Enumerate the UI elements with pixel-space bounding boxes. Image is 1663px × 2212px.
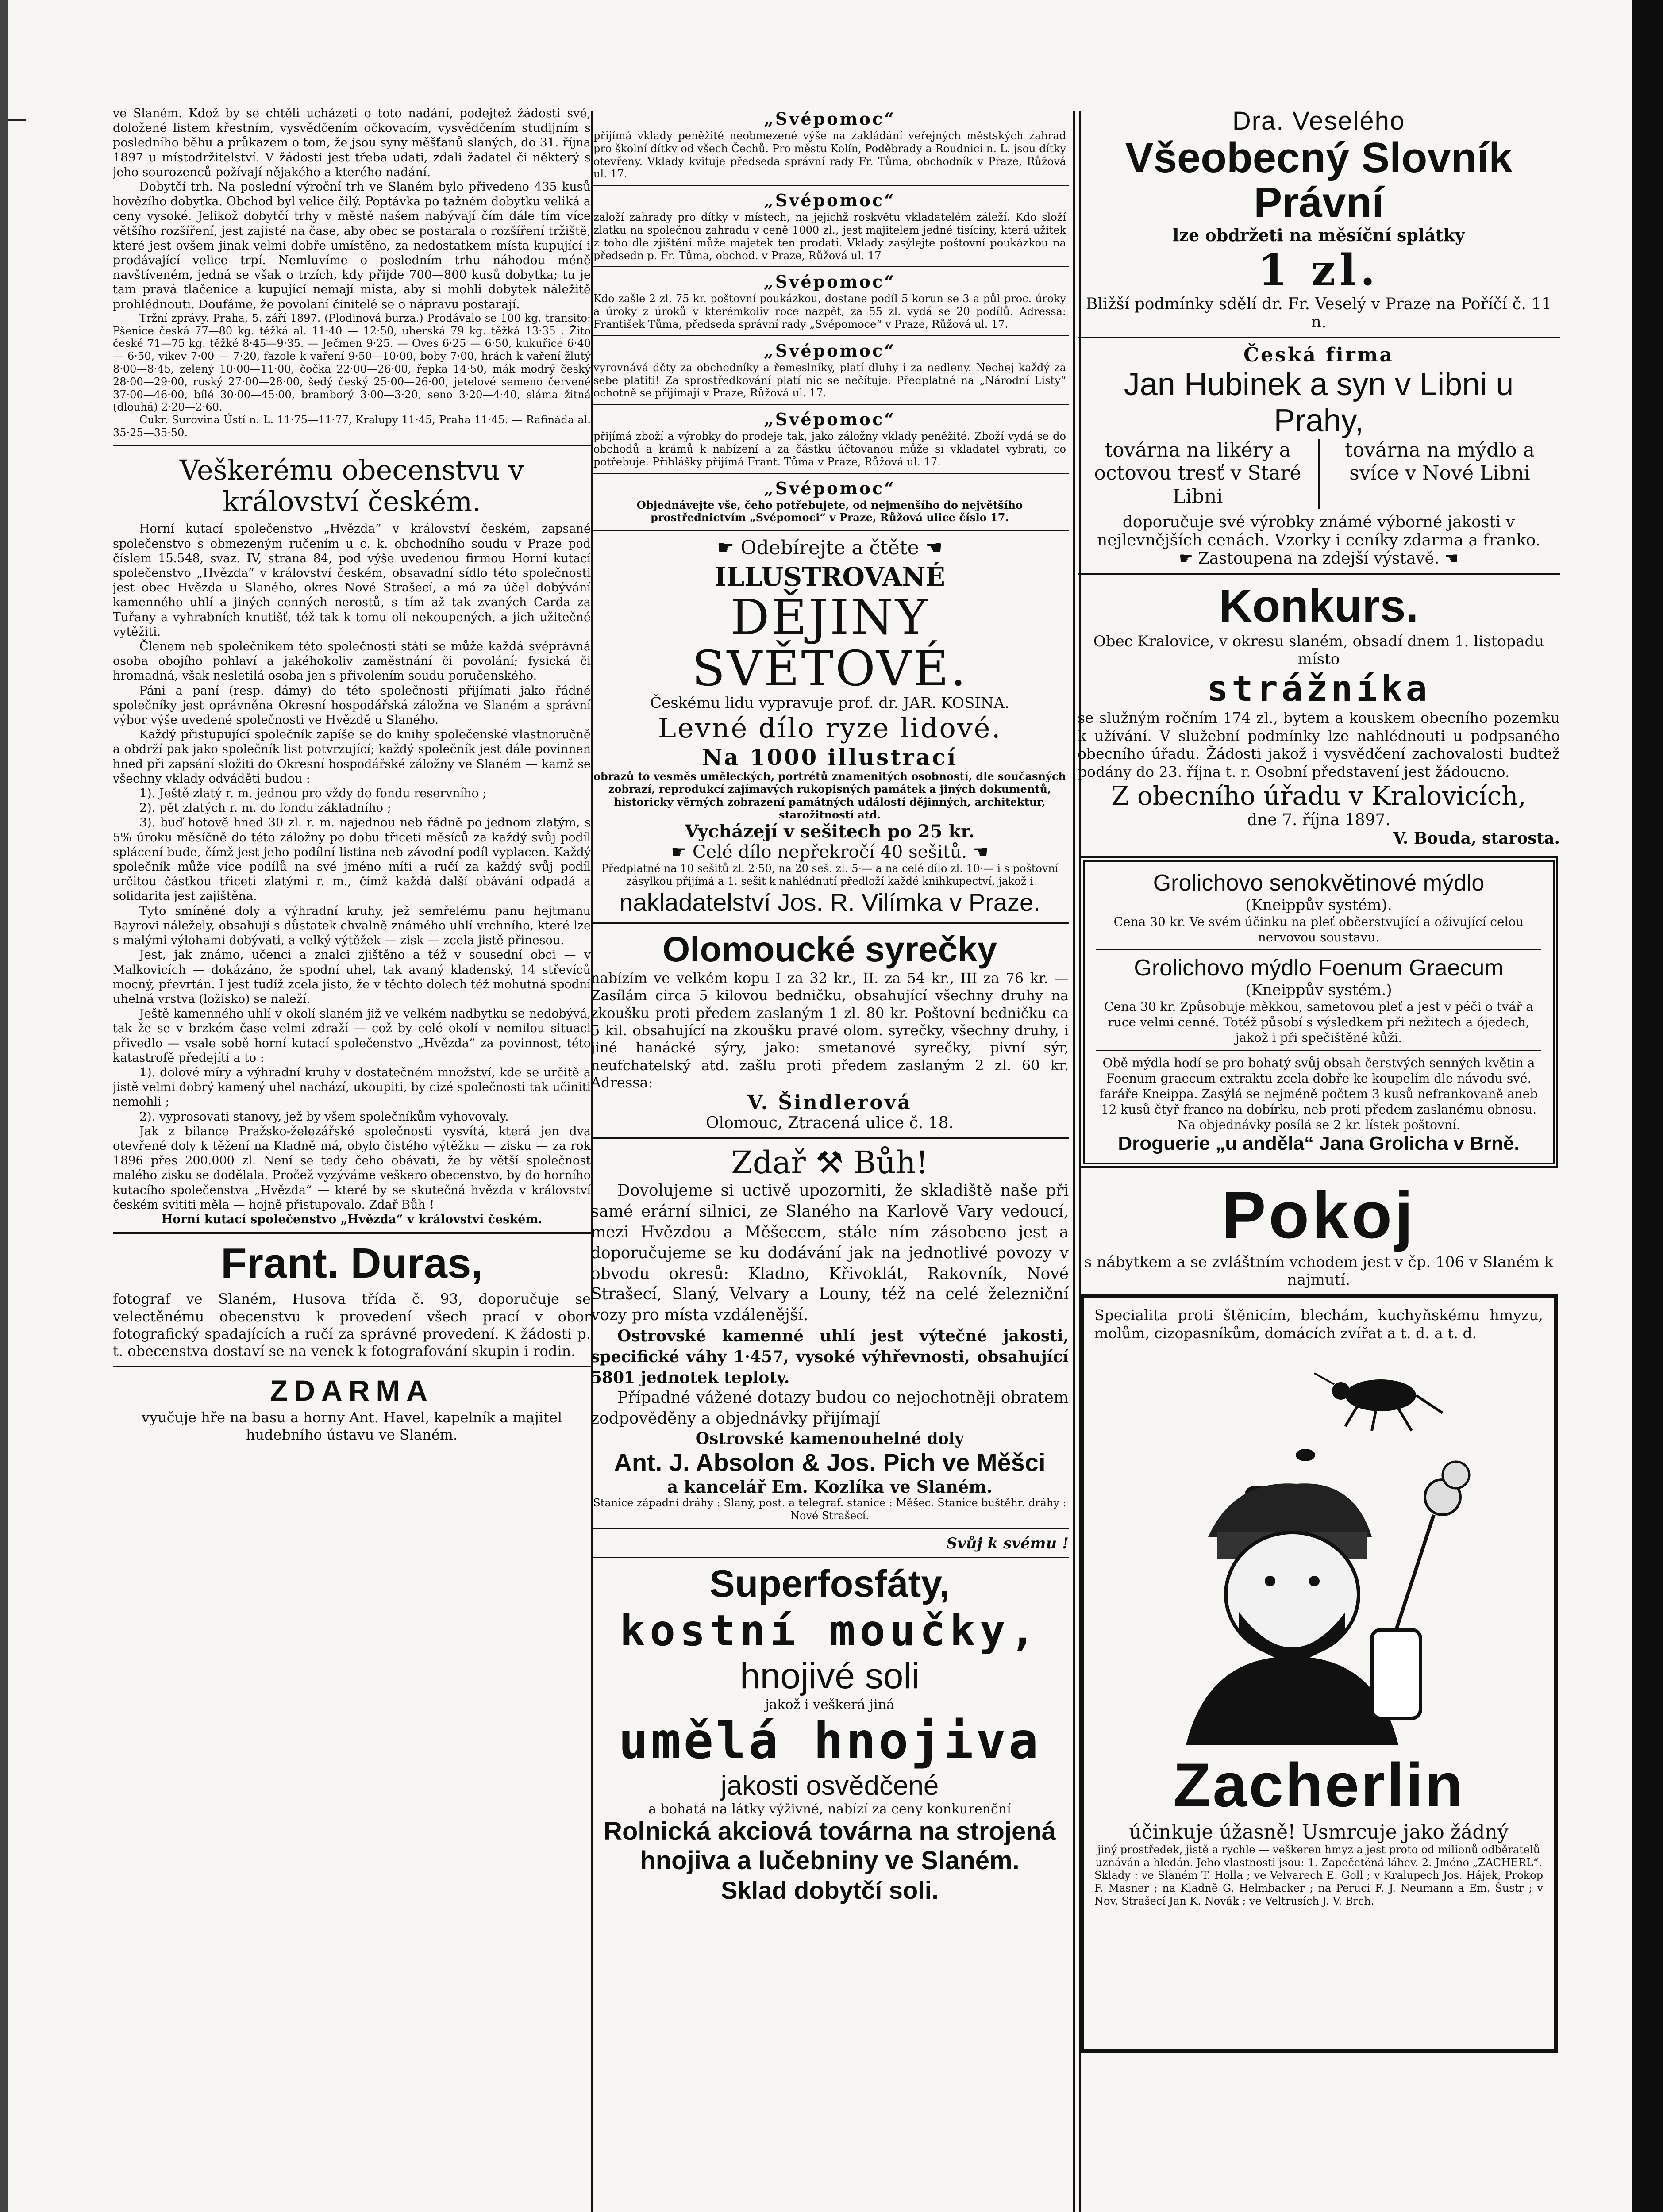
divider (591, 266, 1069, 267)
beetle-icon (1314, 1373, 1443, 1431)
svepomoc-text: vyrovnává dčty za obchodníky a řemeslníky, platí dluhy i za nedleny. Nechej každý za sebe platiti! Za sprostředkování platí nic se nečítuje. Předplatné na „Národní Listy“ ochotně se přijímají v Praze, Růžová ul. 17. (593, 361, 1066, 399)
pointing-hand-icon: ☛ (671, 842, 693, 863)
svepomoc-title: „Svépomoc“ (763, 272, 896, 292)
svepomoc-block-3 (593, 272, 1066, 330)
dejiny-cele (591, 842, 1069, 862)
svepomoc-text: Objednávejte vše, čeho potřebujete, od nejmenšího do největšího prostřednictvím „Svépomoci“ v Praze, Růžová ulice číslo 17. (636, 498, 1023, 524)
slovnik-title: Všeobecný Slovník Právní (1125, 134, 1513, 226)
svepomoc-block-5 (593, 409, 1066, 468)
announcement-body-8: Jak z bilance Pražsko-železářské společnosti vysvítá, která jen dva otevřené doly k těžení na Kladně má, obylo čistého výtěžku — zisku — za rok 1896 přes 200.000 zl. Není se tedy čeho obávati, že by větší společnost malého zisku se dodělala. Pročež vyzýváme veškero obecenstvo, by do horního kutacího společenstva „Hvězda“ — které by se skutečná hvězda v království českém svititi měla — hojně přistupovalo. Zdař Bůh ! (113, 1124, 591, 1212)
divider (1078, 573, 1560, 575)
grolich-droguerie: Droguerie „u anděla“ Jana Grolicha v Brně. (1118, 1133, 1520, 1155)
svepomoc-title: „Svépomoc“ (763, 478, 896, 498)
divider (113, 1366, 591, 1367)
dejiny-cele-text: Celé dílo nepřekročí 40 sešitů. (692, 842, 967, 863)
zacherlin-heading: Zacherlin (1173, 1750, 1465, 1820)
announcement-item-2: 2). pět zlatých r. m. do fondu základního ; (139, 801, 391, 815)
svepomoc-title: „Svépomoc“ (763, 109, 896, 129)
svepomoc-text: přijímá vklady peněžité neobmezené výše na zakládání veřejných městských zahrad pro školní dítky od všech Čechů. Pro městu Kolín, Poděbrady a Roudnici n. L. jsou dítky otevřeny. Vklady kvituje předseda správní rady Fr. Tůma, obchodník v Praze, Růžová ul. 17. (593, 130, 1066, 180)
konkurs-signature: V. Bouda, starosta. (1393, 829, 1560, 848)
hubinek-factories (1078, 439, 1560, 509)
slovnik-price: 1 zl. (1258, 245, 1380, 295)
dejiny-intro (591, 537, 1069, 559)
dejiny-author: Českému lidu vypravuje prof. dr. JAR. KOSINA. (650, 694, 1009, 712)
ostrovske-text: Ostrovské kamenné uhlí jest výtečné jakosti, specifické váhy 1·457, vysoké výhřevnosti, obsahující 5801 jednotek teploty. (591, 1327, 1069, 1387)
dejiny-vychazeji: Vycházejí v sešitech po 25 kr. (685, 821, 975, 842)
announcement-body-2: Členem neb společníkem této společnosti státi se může každá svéprávná osoba obojího pohlaví a jakéhokoliv zaměstnání či povolání; fysická či hromadná, však nesletilá osoba jen s přivolením soudu poručenského. (113, 640, 591, 683)
dejiny-publisher: nakladatelství Jos. R. Vilímka v Praze. (619, 888, 1040, 916)
dejiny-illustrovane: ILLUSTROVANÉ (714, 562, 945, 592)
konkurs-body: se služným ročním 174 zl., bytem a kouskem obecního pozemku k užívání. V služební podmínky lze nahlédnouti u podpsaného obecního úřadu. Žádosti jakož i vysvědčení zachovalosti budtež podány do 23. října t. r. Osobní představení jest žádoucno. (1078, 709, 1560, 780)
scholarship-notice: ve Slaném. Kdož by se chtěli ucházeti o toto nadání, podejtež žádosti své, doložené listem křestním, vysvědčením očkovacím, vysvědčením studijním s posledního běhu a průkazem o tom, že jsou syny měšťanů slaných, do 31. října 1897 u místodržitelství. V žádosti jest třeba udati, zdali žadatel či některý s jeho sourozenců požívají nějakého a kterého nadání. (113, 107, 591, 179)
ceska-firma: Česká firma (1243, 343, 1394, 366)
announcement-body-1: Horní kutací společenstvo „Hvězda“ v království českém, zapsané společenstvo s obmezeným ručením u c. k. obchodního soudu v Praze pod číslem 15.548, svaz. IV, strana 84, pod výše uvedenou firmou Horní kutací společenstvo „Hvězda“ v království českém, obsavadní sídlo této společnosti jest obec Hvězda u Slaného, okres Nové Strašecí, a má za účel dobývání kamenného uhlí a jiných cenných nerostů, s tím až tak zvaných Carda za Tuřany a vyhrabních knutišť, též tak k tomu oli nekoupených, a jich užitečné vytěžiti. (113, 522, 591, 639)
pokoj-text: s nábytkem a se zvláštním vchodem jest v čp. 106 v Slaném k najmutí. (1084, 1253, 1553, 1289)
zacherlin-illustration (1151, 1347, 1487, 1745)
slovnik-installments: lze obdržeti na měsíční splátky (1172, 225, 1465, 245)
scan-border-right (1632, 0, 1663, 2212)
slovnik-details: Bližší podmínky sdělí dr. Fr. Veselý v Praze na Poříčí č. 11 n. (1086, 295, 1552, 331)
zdarma-heading: ZDARMA (270, 1374, 434, 1407)
konkurs-office: Z obecního úřadu v Kralovicích, (1111, 781, 1526, 811)
hubinek-vystava-text: Zastoupena na zdejší výstavě. (1198, 549, 1440, 568)
sugar-report: Cukr. Surovina Ústí n. L. 11·75—11·77, Kralupy 11·45, Praha 11·45. — Rafináda al. 35·25—35·50. (113, 414, 591, 439)
grolich-product-2: Grolichovo mýdlo Foenum Graecum (1134, 955, 1504, 981)
divider (591, 1528, 1069, 1529)
olomoucke-text: nabízím ve velkém kopu I za 32 kr., II. za 54 kr., III za 76 kr. — Zasílám circa 5 kilovou bedničku, obsahující všechny druhy na zkoušku proti předem zaslaným 1 zl. 80 kr. Poštovní bedničku ca 5 kil. obsahující na zkoušku pravé olom. syrečky, všechny druhy, i jiné hanácké sýry, jako: smetanové syrečky, pivní sýr, neufchatelský atd. zašlu proti předem zaslaným 2 zl. 60 kr. Adressa: (591, 969, 1069, 1091)
stanice: Stanice západní dráhy : Slaný, post. a telegraf. stanice : Měšec. Stanice buštěhr. dráhy : Nové Strašecí. (593, 1497, 1066, 1522)
announcement-body-6: Jest, jak známo, učenci a znalci zjištěno a též v sousední obci — v Malkovicích — dokázáno, že spodní uhel, tak avaný kladenský, 14 střevíců mocný, převrtán. I jest tudíž zcela jisto, že v těchto dolech též mohutná spodní uhelná vrstva (ložisko) se naleží. (113, 948, 591, 1006)
umela-hnojiva: umělá hnojiva (618, 1712, 1041, 1770)
zdarma-text: vyučuje hře na basu a horny Ant. Havel, kapelník a majitel hudebního ústavu ve Slaném. (141, 1409, 562, 1443)
grolich-product-1: Grolichovo senokvětinové mýdlo (1153, 870, 1485, 896)
divider (591, 1137, 1069, 1139)
svepomoc-block-4 (593, 341, 1066, 399)
divider (1096, 1050, 1541, 1051)
zacherlin-text: jiný prostředek, jistě a rychle — veškeren hmyz a jest proto od milionů odběratelů uznáván a hledán. Jeho vlastnosti jsou: 1. Zapečetěná láhev. 2. Jméno „ZACHERL“. (1095, 1843, 1542, 1869)
dejiny-intro-text: Odebírejte a čtěte (740, 537, 919, 560)
announcement-item-1: 1). Ještě zlatý r. m. jednou pro vždy do fondu reservního ; (139, 787, 487, 801)
svuj-k-svemu: Svůj k svému ! (946, 1534, 1069, 1552)
straznik-heading: strážníka (1207, 668, 1431, 709)
divider (591, 404, 1069, 405)
konkurs-heading: Konkurs. (1219, 580, 1419, 632)
divider (1078, 337, 1560, 338)
svepomoc-block-1 (593, 109, 1066, 180)
kostni-moucky: kostní moučky, (620, 1605, 1040, 1655)
pointing-hand-icon: ☛ (716, 537, 741, 560)
dejiny-obrazu: obrazů to vesměs uměleckých, portrétů znamenitých osobností, dle současných zobrazí, reprodukcí zajímavých rukopisných památek a jiných dokumentů, historicky věrných zobrazení památných událostí dějinných, architektur, starožitností atd. (593, 770, 1066, 821)
announcement-body-3: Páni a paní (resp. dámy) do této společnosti přijímati jako řádné společníky jest oprávněna Okresní hospodářská záložna ve Slaném a správní výbor výše uvedené společnosti ve Hvězdě u Slaného. (113, 684, 591, 727)
hubinek-doporucuje: doporučuje své výrobky známé výborné jakosti v nejlevnějších cenách. Vzorky i ceníky zdarma a franko. (1097, 513, 1540, 549)
announcement-item-5: 2). vyprosovati stanovy, jež by všem společníkům vyhovovaly. (139, 1110, 509, 1124)
grolich-product-1-sub: (Kneippův systém). (1245, 896, 1392, 914)
divider (591, 1557, 1069, 1558)
rolnicka-tovarna: Rolnická akciová továrna na strojená hnojiva a lučebniny ve Slaném. (604, 1816, 1056, 1875)
svepomoc-block-2 (593, 190, 1066, 262)
announcement-body-7: Ještě kamenného uhlí v okolí slaném již ve velkém nadbytku se nedobývá, tak že se v brzkém čase velmi zdraží — což by celé okolí v nemilou situaci přivedlo — vsale sobě horní kutací společenstvo „Hvězda“ za povinnost, této katastrofě předejíti a to : (113, 1007, 591, 1065)
svepomoc-title: „Svépomoc“ (763, 409, 896, 430)
zacherlin-specialita: Specialita proti štěnicím, blechám, kuchyňskému hmyzu, molům, cizopasníkům, domácích zvířat a t. d. a t. d. (1094, 1306, 1543, 1342)
dejiny-title: DĚJINY SVĚTOVÉ. (692, 589, 968, 697)
svepomoc-block-6 (593, 478, 1066, 525)
announcement-body-5: Tyto smíněné doly a výhradní kruhy, jež semřelému panu hejtmanu Bayrovi náležely, obsahují s důstatek chvalně známého uhlí vrchního, které lze s malými výlohami dobývati, a velký výtěžek — zisk — zcela jistě přinesou. (113, 904, 591, 948)
hubinek-vystava (1078, 549, 1560, 568)
zdar-buh-heading: Zdař ⚒ Bůh! (731, 1144, 928, 1181)
divider (591, 530, 1069, 531)
announcement-item-3: 3). buď hotově hned 30 zl. r. m. najednou neb řádně po jednom zlatým, s 5% úroku měsíčně do této záložny po dobu třiceti měsíců za každý svůj podíl splácení bude, čímž jest jeho podílní listina neb závodní podíl vyplacen. Každý společník může více podílů na své jméno míti a ručí za každý svůj podíl určitou částkou třiceti zlatými r. m., čímž každá další obávání odpadá a solidarita jest zajištěna. (113, 816, 591, 903)
grolich-product-2-sub: (Kneippův systém.) (1245, 981, 1392, 999)
column-left (113, 106, 591, 2212)
pointing-hand-icon: ☚ (967, 842, 989, 863)
bohata-text: a bohatá na látky výživné, nabízí za ceny konkurenční (648, 1801, 1011, 1817)
pripadne-text: Případné vážené dotazy budou co nejochotněji obratem zodpověděny a objednávky přijímají (591, 1389, 1069, 1428)
announcement-heading: Veškerému obecenstvu v království českém. (179, 453, 524, 518)
svepomoc-title: „Svépomoc“ (763, 340, 896, 361)
announcement-item-4: 1). dolové míry a výhradní kruhy v dostatečném množství, kde se určitě a jistě velmi dobrý kamený uhel nachází, ukoupiti, by cizé společnosti tak učiniti nemohli ; (113, 1065, 591, 1109)
grolich-ad (1079, 856, 1558, 1168)
zacherlin-claim: účinkuje úžasně! Usmrcuje jako žádný (1129, 1821, 1509, 1844)
duras-text: fotograf ve Slaném, Husova třída č. 93, doporučuje se velectěnému obecenstvu k provedení všech prací v obor fotografický spadajících a ručí za správné provedení. K žádosti p. t. obecenstva dostaví se na venek k fotografování skupin i rodin. (113, 1290, 591, 1360)
jakoz-text: jakož i veškerá jiná (765, 1697, 894, 1713)
sklad-soli: Sklad dobytčí soli. (721, 1876, 939, 1904)
divider (591, 185, 1069, 186)
svepomoc-title: „Svépomoc“ (763, 190, 896, 211)
divider (113, 1232, 591, 1234)
jakosti-osvedcene: jakosti osvědčené (720, 1770, 939, 1801)
slovnik-author: Dra. Veselého (1232, 107, 1405, 135)
divider (591, 335, 1069, 336)
zacherlin-ad (1079, 1294, 1558, 2053)
divider (113, 445, 591, 446)
cattle-market-article: Dobytčí trh. Na poslední výroční trh ve Slaném bylo přivedeno 435 kusů hovězího dobytka. Obchod byl velice čilý. Poptávka po tažném dobytku veliká a ceny vysoké. Jelikož dobytčí trhy v městě našem nabývají čím dále tím více většího rozšíření, jest zajisté na čase, aby obec se postarala o rozšíření tržiště, které jest ovšem jinak velmi dobře umístěno, za nedostatkem místa kupující i prodávající velice trpí. Nemluvíme o posledním trhu náhodou méně navštíveném, jedná se však o trzích, kdy přijde 700—800 kusů dobytka; tu je tam pravá tlačenice a kupující nemají místa, aby si mohli dobytek náležitě prohlédnouti. Doufáme, že povolaní činitelé se o nápravu postarají. (113, 180, 591, 311)
svepomoc-text: přijímá zboží a výrobky do prodeje tak, jako záložny vklady peněžité. Zboží vydá se do obchodů a krámů k nabízení a za částku účtovanou může si vkladatel vybrati, co potřebuje. Přihlášky přijímá Frant. Tůma v Praze, Růžová ul. 17. (593, 430, 1066, 468)
kancelar: a kancelář Em. Kozlíka ve Slaném. (667, 1477, 993, 1497)
factory-liquors: továrna na likéry a octovou tresť v Staré Libni (1078, 439, 1320, 509)
hnojive-soli: hnojivé soli (740, 1655, 920, 1696)
duras-heading: Frant. Duras, (220, 1240, 483, 1287)
absolon-heading: Ant. J. Absolon & Jos. Pich ve Měšci (614, 1448, 1046, 1476)
svepomoc-text: Kdo zašle 2 zl. 75 kr. poštovní poukázkou, dostane podíl 5 korun se 3 a půl proc. úroky a úroky z úroků v kterémkoliv roce nazpět, za 55 zl. vydá se 20 podílů. Adressa: František Tůma, předseda správní rady „Svépomoce“ v Praze, Růžová ul. 17. (593, 292, 1066, 330)
zacherlin-stores: Sklady : ve Slaném T. Holla ; ve Velvarech E. Goll ; v Kralupech Jos. Hájek, Prokop F. Masner ; na Kladně G. Helmbacker ; na Peruci F. J. Neumann a Em. Šustr ; v Nov. Strašecí Jan K. Novák ; ve Veltrusích J. V. Brch. (1094, 1869, 1543, 1907)
dejiny-predplatne: Předplatné na 10 sešitů zl. 2·50, na 20 seš. zl. 5·— a na celé dílo zl. 10·— i s poštovní zásylkou přijímá a 1. sešit k nahlédnutí předloží každé knihkupectví, jakož i (601, 862, 1059, 888)
announcement-body-4: Každý přistupující společník zapíše se do knihy společenské vlastnoručně a obdrží pak jako společník list potvrzující; každý společník jest dále povinnen hned při zapsání složiti do Okresní hospodářské záložny ve Slaném — kamž se všechny vklady odváděti budou : (113, 728, 591, 786)
konkurs-intro: Obec Kralovice, v okresu slaném, obsadí dnem 1. listopadu místo (1093, 632, 1544, 668)
dejiny-illustrations: Na 1000 illustrací (702, 744, 958, 771)
olomoucke-heading: Olomoucké syrečky (662, 929, 997, 969)
announcement-signature: Horní kutací společenstvo „Hvězda“ v království českém. (161, 1212, 543, 1226)
konkurs-date: dne 7. října 1897. (1247, 811, 1390, 830)
olomoucke-address: Olomouc, Ztracená ulice č. 18. (706, 1114, 954, 1133)
divider (591, 473, 1069, 474)
grolich-product-1-text: Cena 30 kr. Ve svém účinku na pleť občerstvující a oživující celou nervovou soustavu. (1113, 914, 1524, 945)
svepomoc-text: založí zahrady pro dítky v místech, na jejichž roskvětu vkladatelém záleží. Kdo složí zlatku na společnou zahradu v ceně 1000 zl., jest majitelem jedné tisíciny, která užitek z toho dle zjištění může majetek ten prodati. Vklady zasýlejte poštovní poukázkou na předsedn p. Fr. Tůma, obchod. v Praze, Růžová ul. 17 (593, 211, 1066, 262)
factory-soap: továrna na mýdlo a svíce v Nové Libni (1345, 438, 1535, 485)
dejiny-levne: Levné dílo ryze lidové. (658, 712, 1002, 745)
olomoucke-seller: V. Šindlerová (747, 1091, 912, 1114)
column-right (1078, 106, 1560, 2212)
pokoj-heading: Pokoj (1221, 1178, 1416, 1252)
column-middle (591, 106, 1069, 2212)
hubinek-heading: Jan Hubinek a syn v Libni u Prahy, (1124, 366, 1514, 438)
divider (1096, 949, 1541, 950)
man-with-sprayer-icon (1186, 1462, 1469, 1745)
divider (591, 922, 1069, 924)
grolich-product-2-text: Cena 30 kr. Způsobuje měkkou, sametovou pleť a jest v péči o tvář a ruce velmi cenné. Totéž působí s výsledkem při nežitech a ójedech, jakož i při spečištěné kůži. (1104, 999, 1533, 1045)
ostrovske-doly: Ostrovské kamenouhelné doly (695, 1429, 964, 1448)
pointing-hand-icon: ☚ (1439, 549, 1459, 568)
pointing-hand-icon: ☛ (1178, 549, 1198, 568)
grolich-ordering-text: Obě mýdla hodí se pro bohatý svůj obsah čerstvých senných květin a Foenum graecum extraktu zcela dobře ke koupelím dle návodu své. faráře Kneippa. Zasýlá se nejméně počtem 3 kusů nefrankovaně aneb 12 kusů čtyř franco na dobírku, neb proti předem zaslanému obnosu. Na objednávky posílá se 2 kr. lístek poštovní. (1099, 1056, 1538, 1133)
scan-border-left (0, 0, 8, 2212)
superfosfaty: Superfosfáty, (709, 1562, 950, 1605)
zdar-buh-text: Dovolujeme si uctivě upozorniti, že skladiště naše při samé erární silnici, ze Slaného na Karlově Vary vedoucí, mezi Hvězdou a Měšecem, stále ním zásobeno jest a doporučujeme se ku dodávání jak na jednotlivé povozy v obvodu okresů: Kladno, Křivoklát, Rakovník, Nové Strašecí, Slaný, Velvary a Louny, též na celé železniční vozy pro místa vzdálenější. (591, 1182, 1069, 1325)
pointing-hand-icon: ☚ (919, 537, 943, 560)
market-report: Tržní zprávy. Praha, 5. září 1897. (Plodinová burza.) Prodávalo se 100 kg. transito: Pšenice česká 77—80 kg. těžká al. 11·40 — 12·50, uherská 79 kg. těžká 13·35 . Žito české 71—75 kg. těžké 8·45—9·35. — Ječmen 9·25. — Oves 6·25 — 6·50, kukuřice 6·40 — 6·50, vikev 7·00 — 7·20, fazole k vaření 9·50—10·00, boby 7·00, hrách k vaření žlutý 8·00—8·45, zelený 10·00—11·00, čočka 22·00—26·00, řepka 14·50, mák modrý český 28·00—29·00, ruský 27·00—28·00, šedý český 25·00—26·00, jetelové semeno červené 37·00—46·00, bílé 30·00—45·00, bramborý 3·00—3·20, seno 3·20—4·40, sláma žitná (dlouhá) 2·20—2·60. (113, 311, 591, 414)
scan-mark (8, 119, 26, 121)
